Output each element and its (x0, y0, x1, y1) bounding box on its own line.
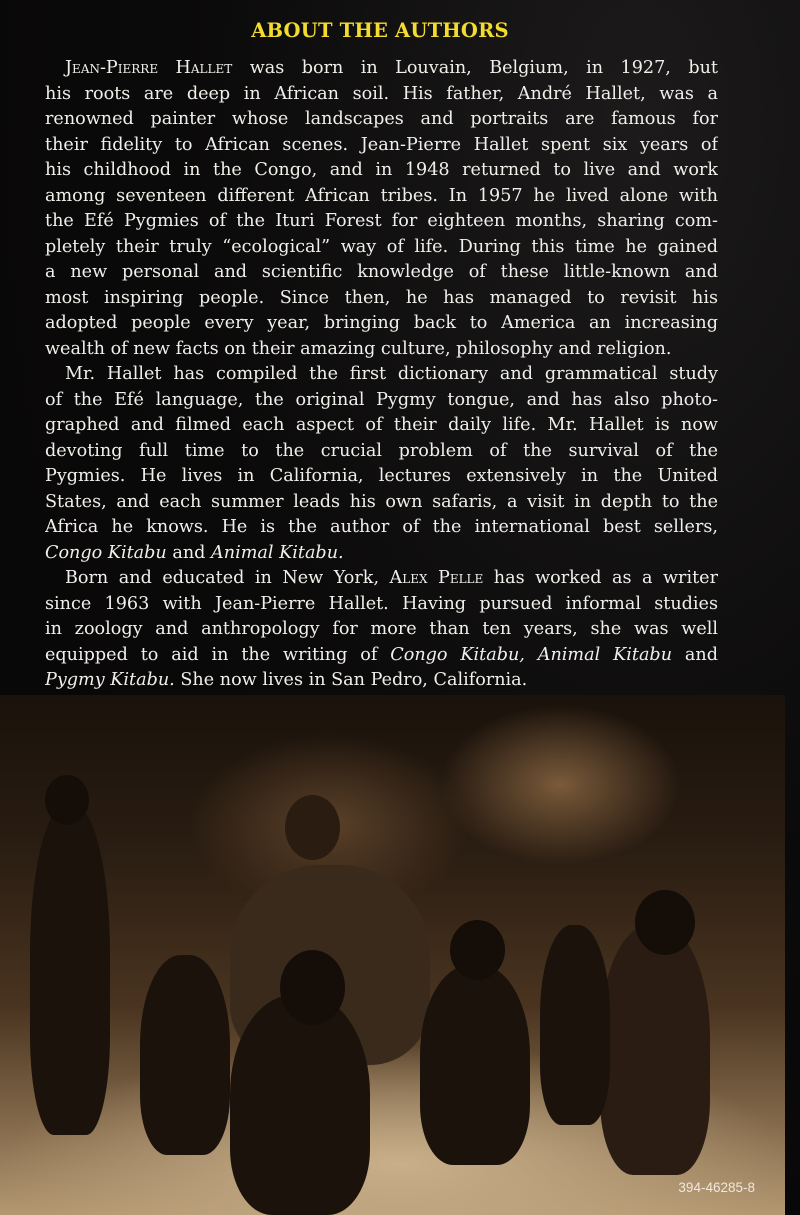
photo-figure (635, 890, 695, 955)
photo-figure (420, 965, 530, 1165)
text-segment: wealth of new facts on their amazing culture, philosophy and religion. (45, 338, 672, 359)
text-line (45, 235, 718, 261)
text-segment: of the Efé language, the original Pygmy tongue, and has also photo- (45, 389, 718, 410)
text-segment: devoting full time to the crucial problem of the survival of the (45, 440, 718, 461)
section-title: ABOUT THE AUTHORS (251, 19, 509, 42)
text-segment: a new personal and scientific knowledge of these little-known and (45, 262, 718, 282)
photo-figure (45, 775, 89, 825)
text-line (45, 133, 718, 159)
text-segment: the Efé Pygmies of the Ituri Forest for eighteen months, sharing com- (45, 211, 718, 231)
text-line (45, 56, 718, 82)
text-line (45, 643, 718, 669)
text-segment: his childhood in the Congo, and in 1948 returned to live and work (45, 160, 718, 180)
photo-figure (140, 955, 230, 1155)
book-title: Animal Kitabu. (211, 542, 344, 563)
text-segment: Africa he knows. He is the author of the international best sellers, (45, 517, 718, 537)
author-name: Jean-Pierre Hallet (65, 58, 233, 78)
text-segment: most inspiring people. Since then, he has managed to revisit his (45, 287, 718, 308)
text-line (45, 668, 718, 694)
text-segment: She now lives in San Pedro, California. (174, 670, 528, 690)
book-title: Pygmy Kitabu. (45, 670, 175, 690)
text-segment: since 1963 with Jean-Pierre Hallet. Having pursued informal studies (45, 593, 718, 614)
text-line (45, 107, 718, 133)
text-segment: equipped to aid in the writing of (45, 644, 391, 665)
text-line (45, 592, 718, 618)
text-segment: adopted people every year, bringing back to America an increasing (45, 313, 718, 333)
text-line (45, 158, 718, 184)
text-line (45, 464, 718, 490)
text-segment: has worked as a writer (483, 568, 718, 588)
book-title: Congo Kitabu (45, 542, 167, 563)
text-line (45, 413, 718, 439)
text-line (45, 286, 718, 312)
text-segment: in zoology and anthropology for more than ten years, she was well (45, 619, 718, 639)
text-segment: States, and each summer leads his own safaris, a visit in depth to the (45, 491, 718, 512)
text-line (45, 337, 718, 363)
photo-figure (280, 950, 345, 1025)
text-line (45, 260, 718, 286)
text-line (45, 566, 718, 592)
text-line (45, 184, 718, 210)
text-line (45, 541, 718, 567)
text-segment: and (672, 644, 718, 665)
text-segment: his roots are deep in African soil. His father, André Hallet, was a (45, 83, 718, 104)
photo-figure (30, 805, 110, 1135)
text-segment: renowned painter whose landscapes and portraits are famous for (45, 109, 718, 129)
text-segment: Born and educated in New York, (65, 568, 390, 588)
photo-figure (230, 995, 370, 1215)
text-line (45, 617, 718, 643)
book-title: Congo Kitabu, Animal Kitabu (390, 644, 673, 665)
text-line (45, 439, 718, 465)
text-line (45, 490, 718, 516)
author-name: Alex Pelle (389, 568, 484, 588)
text-line (45, 362, 718, 388)
text-segment: graphed and filmed each aspect of their daily life. Mr. Hallet is now (45, 415, 718, 435)
photo-figure (450, 920, 505, 980)
photo-figure (600, 925, 710, 1175)
text-line (45, 82, 718, 108)
text-line (45, 388, 718, 414)
text-segment: pletely their truly “ecological” way of life. During this time he gained (45, 236, 718, 257)
author-photo (0, 695, 785, 1215)
author-bio (45, 56, 718, 694)
text-segment: Mr. Hallet has compiled the first dictionary and grammatical study (65, 364, 718, 384)
text-segment: was born in Louvain, Belgium, in 1927, but (232, 58, 718, 78)
text-segment: among seventeen different African tribes. In 1957 he lived alone with (45, 185, 718, 206)
photo-figure (285, 795, 340, 860)
text-line (45, 209, 718, 235)
isbn: 394-46285-8 (678, 1180, 755, 1195)
text-segment: their fidelity to African scenes. Jean-Pierre Hallet spent six years of (45, 134, 718, 155)
text-segment: and (166, 542, 212, 563)
text-line (45, 515, 718, 541)
text-segment: Pygmies. He lives in California, lectures extensively in the United (45, 466, 718, 486)
photo-figure (540, 925, 610, 1125)
text-line (45, 311, 718, 337)
